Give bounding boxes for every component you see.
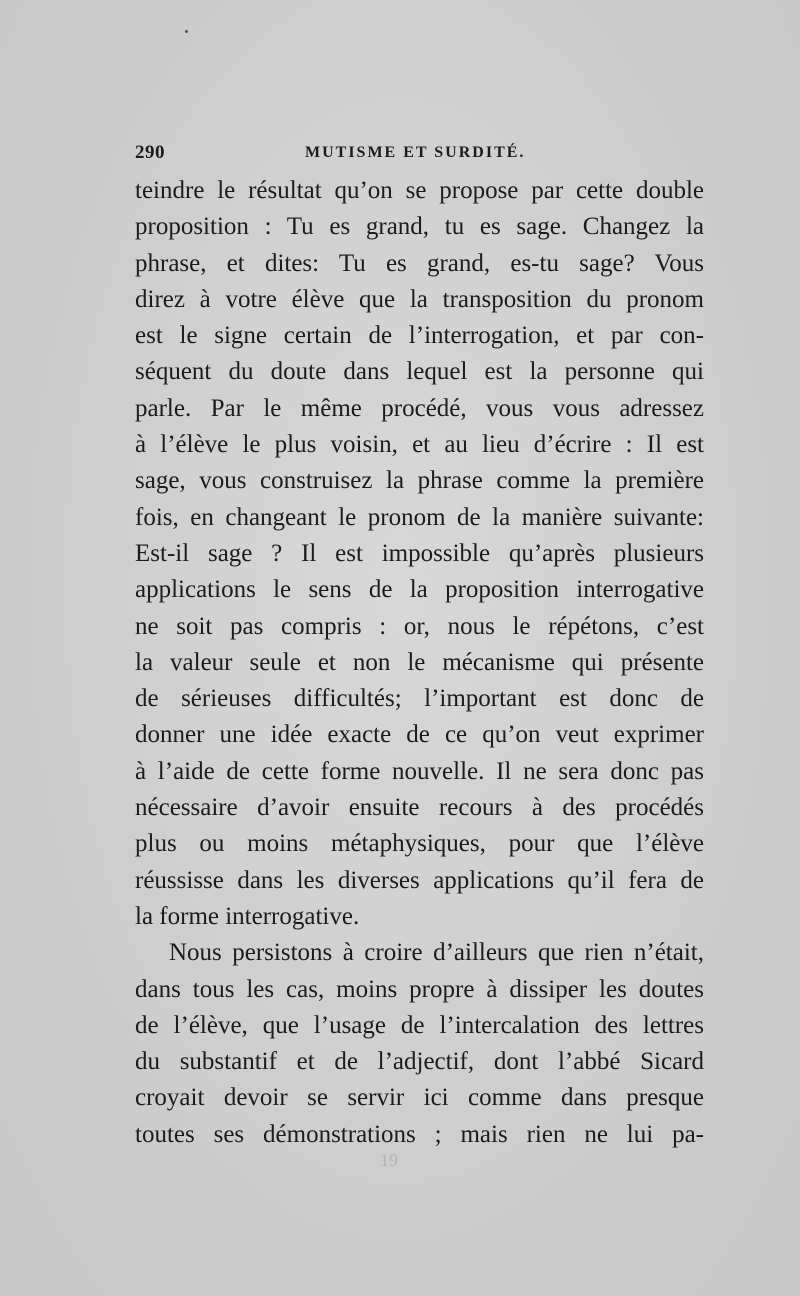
text-line: direz à votre élève que la transposition du pronom: [135, 285, 704, 313]
text-line: Est-il sage ? Il est impossible qu’après plusieurs: [135, 539, 704, 567]
text-line: de sérieuses difficultés; l’important est donc de: [135, 685, 704, 713]
ink-speck: [185, 30, 188, 33]
text-line: réussisse dans les diverses applications qu’il fera de: [135, 866, 704, 894]
text-line: plus ou moins métaphysiques, pour que l’élève: [135, 830, 704, 858]
text-line: toutes ses démonstrations ; mais rien ne lui pa-: [135, 1120, 704, 1148]
running-title: MUTISME ET SURDITÉ.: [305, 144, 526, 161]
body-text: [135, 173, 704, 1153]
text-line: nécessaire d’avoir ensuite recours à des procédés: [135, 794, 704, 822]
text-line: parle. Par le même procédé, vous vous adressez: [135, 394, 704, 422]
text-line: la forme interrogative.: [135, 902, 360, 930]
text-line: teindre le résultat qu’on se propose par cette double: [135, 177, 704, 204]
text-line: sage, vous construisez la phrase comme la première: [135, 467, 704, 495]
paragraph-1: [135, 173, 704, 935]
text-line: applications le sens de la proposition interrogative: [135, 576, 704, 604]
text-line: croyait devoir se servir ici comme dans presque: [135, 1084, 704, 1112]
text-line: séquent du doute dans lequel est la personne qui: [135, 358, 704, 386]
text-line: du substantif et de l’adjectif, dont l’abbé Sicard: [135, 1048, 704, 1076]
text-line: Nous persistons à croire d’ailleurs que rien n’était,: [169, 939, 704, 967]
text-line: phrase, et dites: Tu es grand, es-tu sage? Vous: [135, 249, 704, 277]
text-line: donner une idée exacte de ce qu’on veut exprimer: [135, 721, 704, 749]
running-head: [135, 142, 705, 168]
page-number: 290: [135, 142, 165, 163]
text-line: fois, en changeant le pronom de la manière suivante:: [135, 503, 704, 531]
text-line: dans tous les cas, moins propre à dissiper les doutes: [135, 975, 704, 1003]
text-line: de l’élève, que l’usage de l’intercalation des lettres: [135, 1011, 704, 1039]
text-line: proposition : Tu es grand, tu es sage. Changez la: [135, 213, 704, 241]
text-line: la valeur seule et non le mécanisme qui présente: [135, 648, 704, 676]
paragraph-2: [135, 935, 704, 1153]
text-line: ne soit pas compris : or, nous le répétons, c’est: [135, 612, 704, 640]
text-line: à l’aide de cette forme nouvelle. Il ne sera donc pas: [135, 757, 704, 785]
signature-mark: 19: [380, 1150, 398, 1170]
text-line: à l’élève le plus voisin, et au lieu d’écrire : Il est: [135, 431, 704, 459]
text-line: est le signe certain de l’interrogation, et par con-: [135, 322, 704, 350]
